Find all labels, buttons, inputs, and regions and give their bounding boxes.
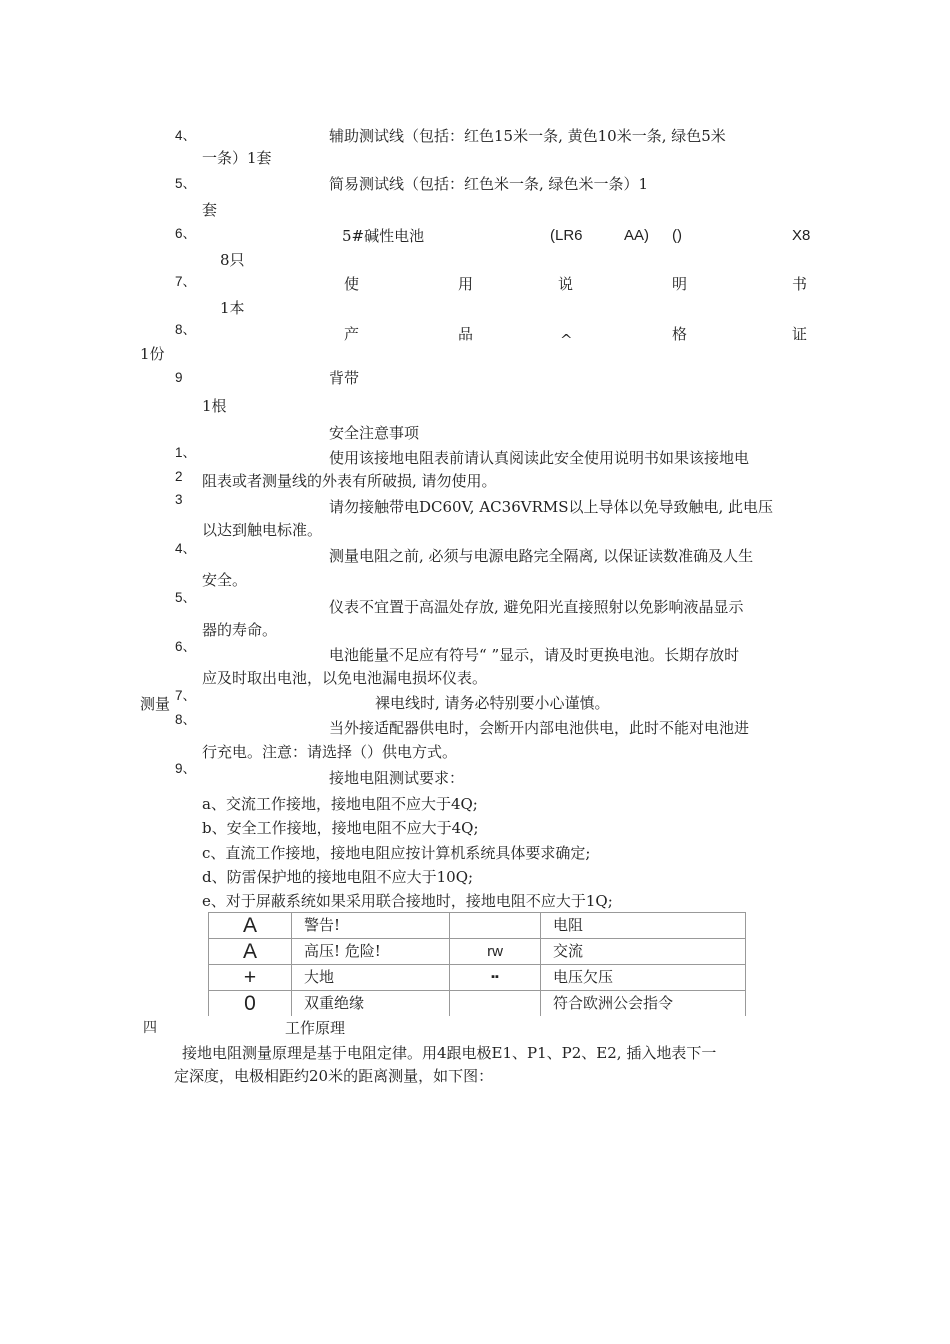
spaced-char: 产 [344, 325, 360, 343]
safety-line: 行充电。注意：请选择（）供电方式。 [202, 743, 458, 761]
battery-spec: () [672, 227, 682, 244]
safety-number: 4、 [175, 541, 197, 556]
item-text: 辅助测试线（包括：红色15米一条, 黄色10米一条, 绿色5米 [329, 127, 726, 145]
symbol-desc: 大地 [292, 965, 450, 991]
high-voltage-icon: A [209, 939, 292, 965]
safety-line: 器的寿命。 [202, 621, 278, 639]
symbol-desc: 交流 [541, 939, 746, 965]
safety-line: 接地电阻测试要求： [329, 769, 465, 787]
ac-icon: rw [450, 939, 541, 965]
symbol-desc: 警告! [292, 913, 450, 939]
requirement-item: b、安全工作接地，接地电阻不应大于4Q; [202, 819, 479, 837]
spaced-char: 使 [344, 275, 360, 293]
ground-icon: + [209, 965, 292, 991]
item-text: 简易测试线（包括：红色米一条, 绿色米一条）1 [329, 175, 649, 193]
spaced-char: 品 [458, 325, 474, 343]
double-insulation-icon: 0 [209, 991, 292, 1017]
section-title: 工作原理 [285, 1019, 346, 1037]
spaced-char: 明 [672, 275, 688, 293]
spaced-char: 用 [458, 275, 474, 293]
safety-line: 使用该接地电阻表前请认真阅读此安全使用说明书如果该接地电 [329, 449, 750, 467]
safety-number: 7、 [175, 688, 197, 703]
battery-qty: X8 [792, 227, 811, 244]
safety-number: 1、 [175, 445, 197, 460]
requirement-item: c、直流工作接地，接地电阻应按计算机系统具体要求确定; [202, 844, 591, 862]
spaced-char: 证 [792, 325, 808, 343]
safety-line: 阻表或者测量线的外表有所破损, 请勿使用。 [202, 472, 497, 490]
safety-line: 仪表不宜置于高温处存放, 避免阳光直接照射以免影响液晶显示 [329, 598, 744, 616]
safety-line: 裸电线时, 请务必特别要小心谨慎。 [375, 694, 610, 712]
requirement-item: d、防雷保护地的接地电阻不应大于10Q; [202, 868, 474, 886]
safety-line: 电池能量不足应有符号“ ”显示，请及时更换电池。长期存放时 [329, 646, 740, 664]
symbol-desc: 电阻 [541, 913, 746, 939]
item-number: 6、 [175, 226, 197, 241]
battery-name: 5#碱性电池 [342, 227, 425, 245]
safety-line: 当外接适配器供电时，会断开内部电池供电，此时不能对电池进 [329, 719, 750, 737]
table-row [209, 991, 746, 1017]
low-battery-icon: ▪▪ [450, 965, 541, 991]
item-number: 7、 [175, 274, 197, 289]
symbol-desc: 符合欧洲公会指令 [541, 991, 746, 1017]
safety-number: 6、 [175, 639, 197, 654]
section-title: 安全注意事项 [329, 424, 420, 442]
requirement-item: e、对于屏蔽系统如果采用联合接地时，接地电阻不应大于1Q; [202, 892, 613, 910]
side-label: 测量 [140, 695, 171, 713]
table-row [209, 939, 746, 965]
safety-number: 5、 [175, 590, 197, 605]
ce-icon [450, 991, 541, 1017]
item-number: 5、 [175, 176, 197, 191]
battery-spec: (LR6 [550, 227, 583, 244]
safety-number: 3 [175, 492, 183, 507]
table-row [209, 965, 746, 991]
item-text-cont: 一条）1套 [202, 149, 272, 167]
symbol-desc: 高压! 危险! [292, 939, 450, 965]
table-row [209, 913, 746, 939]
symbol-desc: 电压欠压 [541, 965, 746, 991]
item-text-cont: 套 [202, 201, 218, 219]
safety-line: 测量电阻之前, 必须与电源电路完全隔离, 以保证读数准确及人生 [329, 547, 754, 565]
item-number: 4、 [175, 128, 197, 143]
spaced-char: 格 [672, 325, 688, 343]
principle-text: 定深度，电极相距约20米的距离测量，如下图： [174, 1067, 494, 1085]
safety-number: 9、 [175, 761, 197, 776]
safety-line: 安全。 [202, 571, 248, 589]
warning-icon: A [209, 913, 292, 939]
item-text-cont: 8只 [220, 251, 245, 269]
item-number: 8、 [175, 322, 197, 337]
item-text-cont: 1本 [220, 299, 245, 317]
principle-text: 接地电阻测量原理是基于电阻定律。用4跟电极E1、P1、P2、E2, 插入地表下一 [182, 1044, 717, 1062]
safety-number: 8、 [175, 712, 197, 727]
item-number: 9 [175, 370, 183, 385]
safety-line: 应及时取出电池，以免电池漏电损坏仪表。 [202, 669, 488, 687]
safety-line: 以达到触电标准。 [202, 521, 323, 539]
spaced-char: 书 [792, 275, 808, 293]
battery-spec: AA) [624, 227, 650, 244]
resistance-icon [450, 913, 541, 939]
section-number: 四 [143, 1020, 157, 1036]
safety-number: 2 [175, 469, 183, 484]
spaced-char: ^ [560, 331, 573, 349]
symbol-table [208, 912, 746, 1016]
safety-line: 请勿接触带电DC60V, AC36VRMS以上导体以免导致触电, 此电压 [329, 498, 774, 516]
item-text-cont: 1根 [202, 397, 227, 415]
symbol-desc: 双重绝缘 [292, 991, 450, 1017]
requirement-item: a、交流工作接地，接地电阻不应大于4Q; [202, 795, 478, 813]
spaced-char: 说 [558, 275, 574, 293]
item-text: 背带 [329, 369, 360, 387]
item-text-cont: 1份 [140, 345, 165, 363]
